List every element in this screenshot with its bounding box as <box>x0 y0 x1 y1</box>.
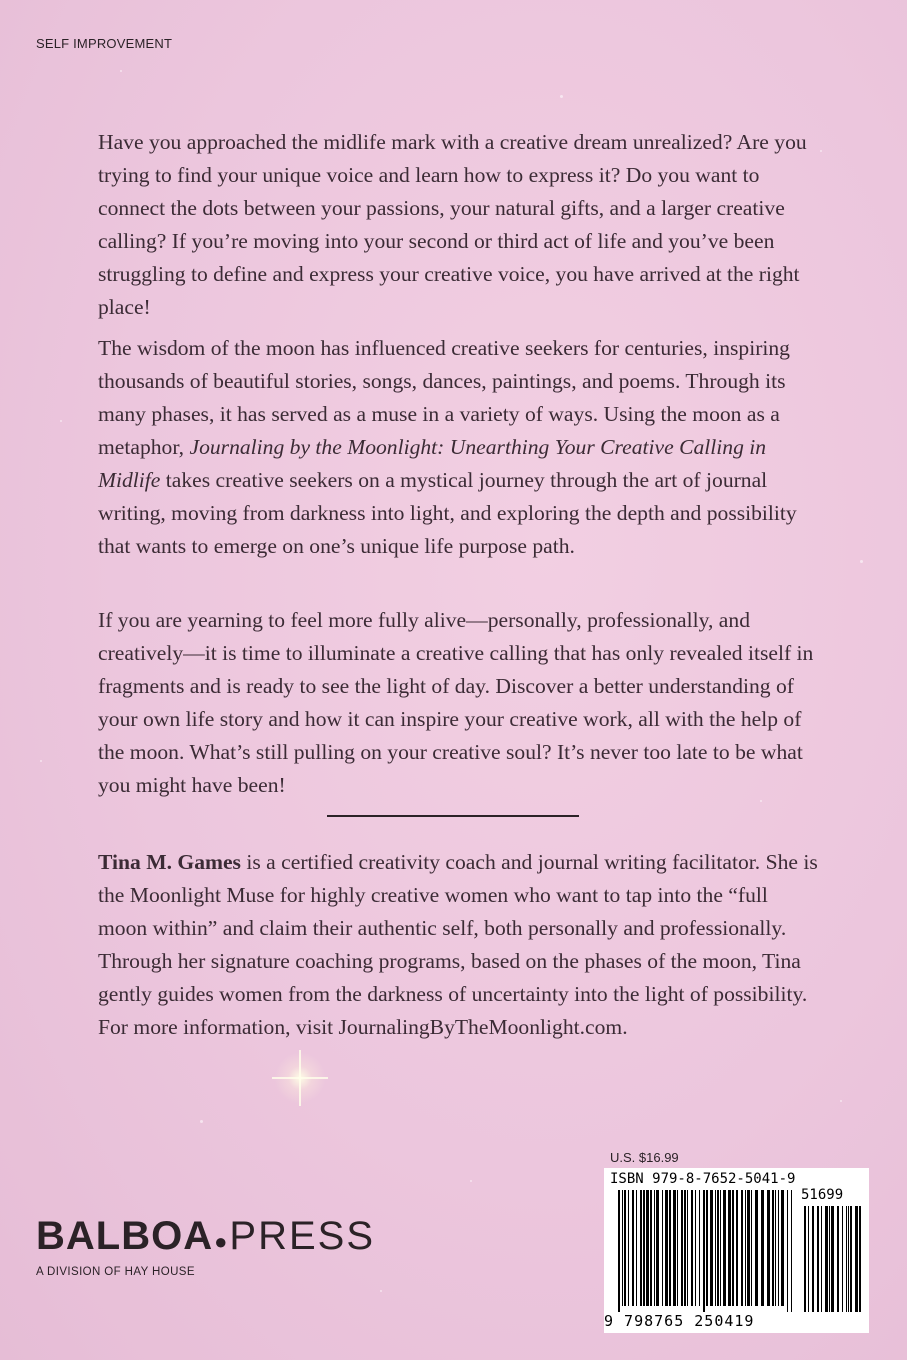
barcode-bar <box>699 1190 700 1306</box>
barcode-addon-bar <box>846 1206 847 1312</box>
barcode-bar <box>636 1190 637 1306</box>
price-code-text: 51699 <box>801 1187 844 1203</box>
barcode-bar <box>710 1190 713 1306</box>
barcode-bar <box>728 1190 731 1306</box>
sparkle <box>560 95 563 98</box>
barcode-bar <box>755 1190 758 1306</box>
sparkle <box>380 1290 382 1292</box>
barcode-bar <box>640 1190 642 1306</box>
barcode-bar <box>677 1190 678 1306</box>
isbn-barcode <box>604 1168 869 1333</box>
barcode-addon-bar <box>855 1206 858 1312</box>
barcode-bar <box>732 1190 734 1306</box>
author-bio-text: is a certified creativity coach and journal writing facilitator. She is the Moonlight Muse for highly creative women who want to tap into the “full moon within” and claim their authentic self, both personally and professionally. Through her signature coaching programs, based on the phases of the moon, Tina gently guides women from the darkness of uncertainty into the light of possibility. For more information, visit JournalingByTheMoonlight.com. <box>98 850 818 1039</box>
barcode-bar <box>665 1190 668 1306</box>
book-title: Journaling by the Moonlight: Unearthing Your Creative Calling in Midlife <box>98 435 767 492</box>
publisher-subtitle: A DIVISION OF HAY HOUSE <box>36 1266 195 1278</box>
barcode-bar <box>761 1190 764 1306</box>
barcode-bar <box>703 1190 705 1312</box>
barcode-bar <box>622 1190 623 1306</box>
category-label: SELF IMPROVEMENT <box>36 36 173 51</box>
barcode-addon-bar <box>831 1206 834 1312</box>
barcode-addon-bar <box>825 1206 828 1312</box>
sparkle <box>860 560 863 563</box>
barcode-bar <box>741 1190 743 1306</box>
barcode-bar <box>628 1190 629 1306</box>
price-label: U.S. $16.99 <box>610 1150 679 1165</box>
barcode-bar <box>723 1190 726 1306</box>
barcode-bar <box>781 1190 784 1306</box>
sparkle <box>470 1180 472 1182</box>
sparkle <box>120 70 122 72</box>
star-flare-icon <box>272 1050 328 1106</box>
barcode-addon-bar <box>804 1206 806 1312</box>
barcode-bar <box>747 1190 750 1306</box>
barcode-addon-bar <box>821 1206 822 1312</box>
barcode-addon-bar <box>850 1206 852 1312</box>
barcode-bar <box>706 1190 708 1306</box>
barcode-addon-bar <box>859 1206 861 1312</box>
barcode-bar <box>632 1190 634 1306</box>
barcode-bar <box>751 1190 752 1306</box>
ean-digits: 9 798765 250419 <box>604 1312 755 1330</box>
barcode-bar <box>687 1190 688 1306</box>
barcode-addon-bar <box>837 1206 839 1312</box>
barcode-bar <box>736 1190 738 1306</box>
barcode-addon-bar <box>817 1206 819 1312</box>
barcode-bars <box>612 1190 864 1312</box>
barcode-bar <box>646 1190 649 1306</box>
barcode-addon-bar <box>812 1206 814 1312</box>
barcode-bar <box>673 1190 676 1306</box>
sparkle <box>200 1120 203 1123</box>
barcode-bar <box>787 1190 788 1312</box>
isbn-text: ISBN 979-8-7652-5041-9 <box>610 1171 796 1187</box>
barcode-bar <box>669 1190 671 1306</box>
barcode-bar <box>624 1190 626 1306</box>
barcode-bar <box>684 1190 686 1306</box>
barcode-bar <box>691 1190 693 1306</box>
author-name: Tina M. Games <box>98 850 241 874</box>
barcode-bar <box>695 1190 696 1306</box>
barcode-bar <box>656 1190 659 1306</box>
publisher-name-bold: BALBOA <box>36 1214 214 1258</box>
barcode-addon-bar <box>842 1206 843 1312</box>
barcode-bar <box>643 1190 645 1306</box>
barcode-bar <box>720 1190 721 1306</box>
barcode-bar <box>717 1190 719 1306</box>
barcode-bar <box>745 1190 746 1306</box>
sparkle <box>840 1100 842 1102</box>
sparkle <box>60 420 62 422</box>
barcode-bar <box>778 1190 779 1306</box>
barcode-bar <box>775 1190 776 1306</box>
barcode-bar <box>715 1190 716 1306</box>
barcode-bar <box>650 1190 652 1306</box>
blurb-paragraph-2 <box>98 332 818 563</box>
barcode-addon-bar <box>829 1206 830 1312</box>
barcode-bar <box>767 1190 770 1306</box>
blurb-paragraph-3: If you are yearning to feel more fully alive—personally, professionally, and creatively—it is time to illuminate a creative calling that has only revealed itself in fragments and is ready to see the light of day. Discover a better understanding of your own life story and how it can inspire your creative work, all with the help of the moon. What’s still pulling on your creative soul? It’s never too late to be what you might have been! <box>98 608 814 797</box>
author-bio <box>98 846 818 1044</box>
publisher-logo <box>36 1216 375 1278</box>
barcode-bar <box>654 1190 655 1306</box>
barcode-bar <box>772 1190 774 1306</box>
sparkle <box>820 150 822 152</box>
blurb-paragraph-1: Have you approached the midlife mark with a creative dream unrealized? Are you trying to find your unique voice and learn how to express it? Do you want to connect the dots between your passions, your natural gifts, and a larger creative calling? If you’re moving into your second or third act of life and you’ve been struggling to define and express your creative voice, you have arrived at the right place! <box>98 130 807 319</box>
barcode-bar <box>681 1190 683 1306</box>
divider <box>327 815 579 817</box>
blurb-p2-end: takes creative seekers on a mystical journey through the art of journal writing, moving from darkness into light, and exploring the depth and possibility that wants to emerge on one’s unique life purpose path. <box>98 468 797 558</box>
barcode-addon-bar <box>848 1206 849 1312</box>
blurb-p2-start: The wisdom of the moon has influenced creative seekers for centuries, inspiring thousands of beautiful stories, songs, dances, paintings, and poems. Through its many phases, it has served as a muse in a variety of ways. Using the moon as a metaphor, <box>98 336 790 459</box>
publisher-name <box>36 1216 375 1262</box>
barcode-bar <box>791 1190 792 1312</box>
barcode-bar <box>618 1190 620 1312</box>
barcode-bar <box>662 1190 663 1306</box>
publisher-name-light: PRESS <box>229 1214 375 1258</box>
barcode-addon-bar <box>808 1206 809 1312</box>
sparkle <box>40 760 42 762</box>
publisher-dot-icon: ● <box>214 1229 229 1254</box>
